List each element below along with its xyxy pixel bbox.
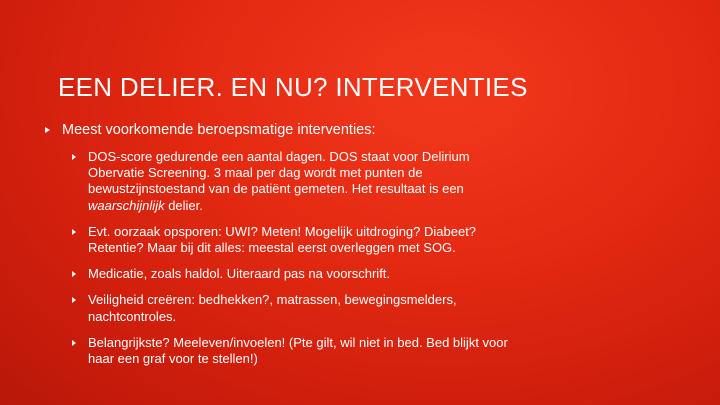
main-bullet-text: Meest voorkomende beroepsmatige interventies: — [62, 122, 376, 138]
sub-bullet-item — [71, 292, 528, 324]
slide-title: EEN DELIER. EN NU? INTERVENTIES — [58, 72, 528, 102]
triangle-bullet-icon — [72, 229, 76, 235]
sub-bullet-item — [71, 149, 528, 214]
sub-bullet-text: Belangrijkste? Meeleven/invoelen! (Pte gilt, wil niet in bed. Bed blijkt voor haar een graf voor te stellen!) — [88, 334, 508, 367]
triangle-bullet-icon — [72, 297, 76, 303]
sub-bullet-text: DOS-score gedurende een aantal dagen. DOS staat voor Delirium Obervatie Screening. 3 maal per dag wordt met punten de bewustzijnstoestand van de patiënt gemeten. Het resultaat is een — [88, 149, 470, 197]
sub-bullet-list — [44, 149, 684, 367]
sub-bullet-text: Veiligheid creëren: bedhekken?, matrassen, bewegingsmelders, nachtcontroles. — [88, 292, 457, 324]
sub-bullet-suffix: delier. — [164, 197, 203, 213]
triangle-bullet-icon — [72, 340, 76, 346]
main-bullet — [44, 121, 684, 139]
sub-bullet-item — [71, 224, 528, 256]
slide-content — [44, 121, 684, 377]
sub-bullet-item — [71, 335, 528, 367]
triangle-bullet-icon — [72, 154, 76, 160]
sub-bullet-emphasis: waarschijnlijk — [88, 197, 165, 213]
sub-bullet-text: Evt. oorzaak opsporen: UWI? Meten! Mogelijk uitdroging? Diabeet? Retentie? Maar bij dit alles: meestal eerst overleggen met SOG. — [88, 223, 477, 256]
sub-bullet-item — [71, 266, 528, 282]
triangle-bullet-icon — [72, 271, 76, 277]
triangle-bullet-icon — [45, 127, 50, 133]
sub-bullet-text: Medicatie, zoals haldol. Uiteraard pas na voorschrift. — [88, 266, 391, 282]
